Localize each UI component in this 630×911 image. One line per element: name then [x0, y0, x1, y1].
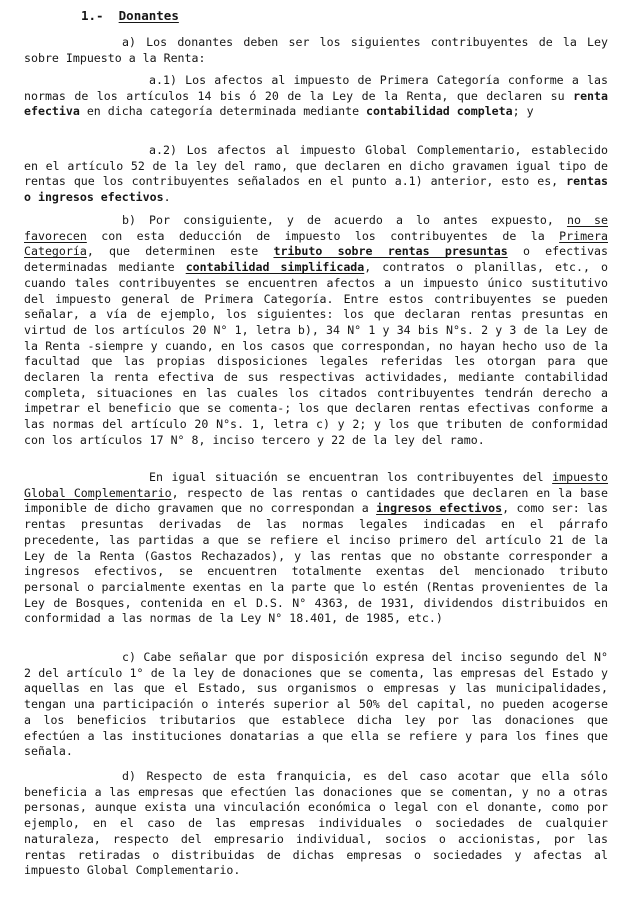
paragraph-a2-text [24, 143, 608, 206]
b-text-1: b) Por consiguiente, y de acuerdo a lo antes expuesto, [122, 213, 567, 227]
section-title: Donantes [118, 8, 179, 23]
a2-bold-rentas-efectivos: rentas o ingresos efectivos [24, 174, 608, 205]
paragraph-a1 [24, 73, 608, 120]
a1-bold-renta-efectiva: renta efectiva [24, 88, 608, 119]
a2-text-2: . [163, 190, 171, 205]
b-text-3: , que determinen este [86, 244, 274, 259]
paragraph-a2 [24, 143, 608, 206]
paragraph-c [24, 650, 608, 760]
section-heading [81, 8, 179, 23]
a1-text-3: ; y [512, 104, 534, 119]
b-text-4: o efectivas determinadas mediante [24, 244, 609, 275]
paragraph-a-text: a) Los donantes deben ser los siguientes contribuyentes de la Ley sobre Impuesto a la Renta: [24, 35, 608, 65]
a1-text-2: en dicha categoría determinada mediante [79, 104, 367, 119]
paragraph-a1-text [24, 73, 608, 120]
paragraph-d-text: d) Respecto de esta franquicia, es del caso acotar que ella sólo beneficia a las empresas que efectúen las donaciones que se comentan, y no a otras personas, aunque exista una vinculación económica o legal con el donante, como por ejemplo, en el caso de las empresas individuales o sociedades de cualquier naturaleza, respecto del empresario individual, socios o accionistas, por las rentas retiradas o distribuidas de dichas empresas o sociedades y afectas al impuesto Global Complementario. [24, 769, 608, 878]
b-underlined-no-se-favorecen: no se favorecen [24, 213, 608, 243]
paragraph-igual-situacion [24, 470, 608, 627]
a1-text-1: a.1) Los afectos al impuesto de Primera Categoría conforme a las normas de los artículos 14 bis ó 20 de la Ley de la Renta, que declaren su [24, 73, 608, 103]
paragraph-igual-text [24, 470, 608, 627]
igual-text-2: , respecto de las rentas o cantidades que declaren en la base imponible de dicho gravamen que no correspondan a [24, 485, 608, 516]
b-underlined-rentas-presuntas: tributo sobre rentas presuntas [273, 244, 508, 259]
igual-text-3: , como ser: las rentas presuntas derivadas de las normas legales indicadas en el párrafo precedente, las partidas a que se refiere el inciso primero del artículo 21 de la Ley de la Renta (Gastos Rechazados), y las rentas que no obstante corresponder a ingresos efectivos, se encuentren totalmente exentas del mencionado tributo personal o parcialmente exentas en la parte que lo estén (Rentas provenientes de la Ley de Bosques, contenida en el D.S. N° 4363, de 1931, dividendos distribuidos en conformidad a las normas de la Ley N° 18.401, de 1985, etc.) [24, 501, 609, 626]
b-text-2: con esta deducción de impuesto los contribuyentes de la [86, 228, 560, 243]
b-underlined-contabilidad-simplificada: contabilidad simplificada [185, 260, 365, 275]
igual-underlined-ingresos-efectivos: ingresos efectivos [376, 501, 503, 516]
paragraph-d [24, 769, 608, 879]
a2-text-1: a.2) Los afectos al impuesto Global Complementario, establecido en el artículo 52 de la ley del ramo, que declaren en dicho gravamen igual tipo de rentas que los contribuyentes señalados en el punto a.1) anterior, esto es, [24, 143, 608, 189]
paragraph-b [24, 213, 608, 449]
paragraph-b-text [24, 213, 608, 449]
b-text-5: , contratos o planillas, etc., o cuando tales contribuyentes se encuentren afectos a un impuesto único sustitutivo del impuesto general de Primera Categoría. Entre estos contribuyentes se pueden señalar, a vía de ejemplo, los siguientes: los que declaran rentas presuntas en virtud de los artículos 20 N° 1, letra b), 34 N° 1 y 34 bis N°s. 2 y 3 de la Ley de la Renta -siempre y cuando, en los casos que correspondan, no hayan hecho uso de la facultad que las propias disposiciones legales referidas les otorgan para que declaren la renta efectiva de sus respectivas actividades, mediante contabilidad completa, situaciones en las cuales los citados contribuyentes tendrán derecho a impetrar el beneficio que se comenta-; los que declaren rentas efectivas conforme a las normas del artículo 20 N°s. 1, letra c) y 2; y los que tributen de conformidad con los artículos 17 N° 8, inciso tercero y 22 de la ley del ramo. [24, 260, 608, 447]
section-number: 1.- [81, 8, 104, 23]
igual-underlined-global-complementario: impuesto Global Complementario [24, 470, 608, 500]
paragraph-c-text: c) Cabe señalar que por disposición expresa del inciso segundo del N° 2 del artículo 1° de la ley de donaciones que se comenta, las empresas del Estado y aquellas en las que el Estado, sus organismos o empresas y las municipalidades, tengan una participación o interés superior al 50% del capital, no pueden acogerse a los beneficios tributarios que establece dicha ley por las donaciones que efectúen a las instituciones donatarias a que ella se refiere y para los fines que señala. [24, 650, 608, 759]
igual-text-1: En igual situación se encuentran los contribuyentes del [149, 470, 553, 484]
paragraph-a [24, 35, 608, 66]
a1-bold-contabilidad-completa: contabilidad completa [366, 104, 513, 119]
b-underlined-primera-categoria: Primera Categoría [24, 228, 608, 259]
